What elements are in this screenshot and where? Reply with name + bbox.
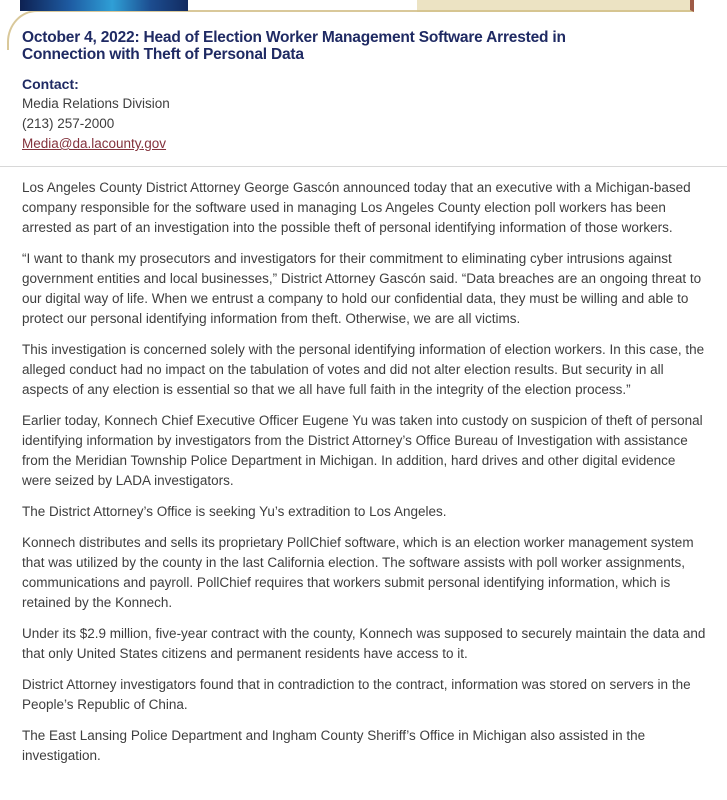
paragraph: The East Lansing Police Department and Ingham County Sheriff’s Office in Michigan also assisted in the investigation. (22, 728, 646, 763)
paragraph: Konnech distributes and sells its proprietary PollChief software, which is an election worker management system that was utilized by the county in the last California election. The software assists with poll worker assignments, communications and payroll. PollChief requires that workers submit personal identifying information, which is retained by the Konnech. (22, 535, 694, 610)
paragraph: The District Attorney’s Office is seeking Yu’s extradition to Los Angeles. (22, 504, 447, 519)
contact-block (22, 74, 707, 154)
paragraph: “I want to thank my prosecutors and investigators for their commitment to eliminating cyber intrusions against government entities and local businesses,” District Attorney Gascón said. “Data breaches are an ongoing threat to our digital way of life. When we entrust a company to hold our confidential data, they must be willing and able to protect our personal identifying information from theft. Otherwise, we are all victims. (22, 251, 702, 326)
contact-heading: Contact: (22, 76, 79, 92)
contact-line-phone: (213) 257-2000 (22, 116, 115, 131)
contact-line-division: Media Relations Division (22, 96, 170, 111)
paragraph: Earlier today, Konnech Chief Executive Officer Eugene Yu was taken into custody on suspicion of theft of personal identifying information by investigators from the District Attorney’s Office Bureau of Investigation with assistance from the Meridian Township Police Department in Michigan. In addition, hard drives and other digital evidence were seized by LADA investigators. (22, 413, 703, 488)
contact-email-link[interactable]: Media@da.lacounty.gov (22, 136, 167, 151)
paragraph: Under its $2.9 million, five-year contract with the county, Konnech was supposed to securely maintain the data and that only United States citizens and permanent residents have access to it. (22, 626, 706, 661)
paragraph: This investigation is concerned solely with the personal identifying information of election workers. In this case, the alleged conduct had no impact on the tabulation of votes and did not alter election results. But security in all aspects of any election is essential so that we all have full faith in the integrity of the election process.” (22, 342, 705, 397)
page-title: October 4, 2022: Head of Election Worker Management Software Arrested in Connection with Theft of Personal Data (22, 29, 566, 63)
article-body (22, 178, 707, 766)
paragraph: District Attorney investigators found that in contradiction to the contract, information was stored on servers in the People’s Republic of China. (22, 677, 691, 712)
paragraph: Los Angeles County District Attorney George Gascón announced today that an executive with a Michigan-based company responsible for the software used in managing Los Angeles County election poll workers has been arrested as part of an investigation into the possible theft of personal identifying information of those workers. (22, 180, 691, 235)
divider (0, 166, 727, 167)
